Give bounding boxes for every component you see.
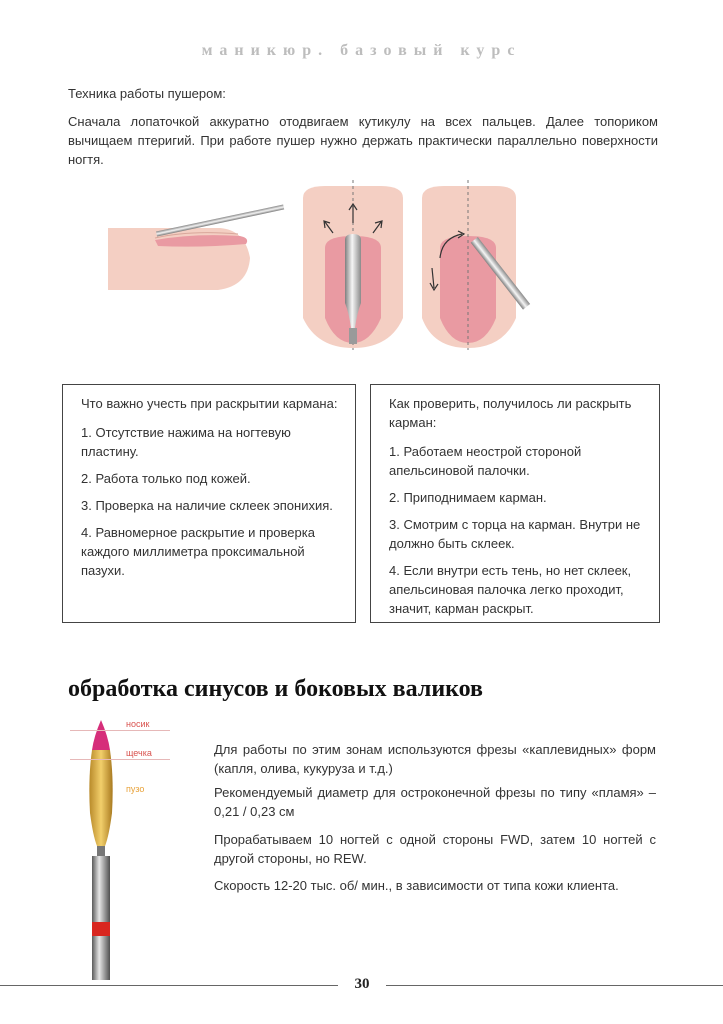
list-item: 4. Равномерное раскрытие и проверка каждого миллиметра проксимальной пазухи. bbox=[81, 525, 315, 578]
intro-paragraph: Сначала лопаточкой аккуратно отодвигаем кутикулу на всех пальцев. Далее топориком вычищаем птеригий. При работе пушер нужно держать практически параллельно поверхности ногтя. bbox=[68, 114, 658, 167]
list-item: 2. Приподнимаем карман. bbox=[389, 490, 547, 505]
intro-heading: Техника работы пушером: bbox=[68, 86, 226, 101]
footer-rule-right bbox=[386, 985, 723, 986]
box-check bbox=[370, 384, 660, 623]
section-title: обработка синусов и боковых валиков bbox=[68, 676, 484, 702]
section-paragraph-4: Скорость 12-20 тыс. об/ мин., в зависимости от типа кожи клиента. bbox=[214, 878, 619, 893]
list-item: 4. Если внутри есть тень, но нет склеек, апельсиновая палочка легко проходит, значит, карман раскрыт. bbox=[389, 563, 632, 616]
list-item: 1. Отсутствие нажима на ногтевую пластину. bbox=[81, 425, 291, 459]
nose-guide-line bbox=[70, 730, 170, 731]
finger-front-view-2 bbox=[422, 180, 530, 350]
label-nose: носик bbox=[126, 719, 150, 729]
finger-front-view-1 bbox=[303, 180, 403, 350]
finger-side-view bbox=[108, 205, 284, 290]
box-check-heading: Как проверить, получилось ли раскрыть карман: bbox=[389, 396, 632, 430]
footer-rule-left bbox=[0, 985, 338, 986]
box-important bbox=[62, 384, 356, 623]
list-item: 3. Проверка на наличие склеек эпонихия. bbox=[81, 498, 333, 513]
box-important-heading: Что важно учесть при раскрытии кармана: bbox=[81, 396, 338, 411]
section-paragraph-2: Рекомендуемый диаметр для остроконечной фрезы по типу «пламя» – 0,21 / 0,23 см bbox=[214, 785, 656, 819]
section-paragraph-1: Для работы по этим зонам используются фрезы «каплевидных» форм (капля, олива, кукуруза и т.д.) bbox=[214, 742, 656, 776]
label-belly: пузо bbox=[126, 784, 145, 794]
list-item: 1. Работаем неострой стороной апельсиновой палочки. bbox=[389, 444, 582, 478]
drill-bit-illustration bbox=[76, 718, 126, 980]
page-number: 30 bbox=[354, 976, 370, 992]
list-item: 3. Смотрим с торца на карман. Внутри не должно быть склеек. bbox=[389, 517, 641, 551]
list-item: 2. Работа только под кожей. bbox=[81, 471, 251, 486]
label-cheek: щечка bbox=[126, 748, 152, 758]
cheek-guide-line bbox=[70, 759, 170, 760]
section-paragraph-3: Прорабатываем 10 ногтей с одной стороны FWD, затем 10 ногтей с другой стороны, но REW. bbox=[214, 832, 656, 866]
pusher-illustration bbox=[100, 178, 560, 353]
running-header: маникюр. базовый курс bbox=[201, 42, 522, 59]
